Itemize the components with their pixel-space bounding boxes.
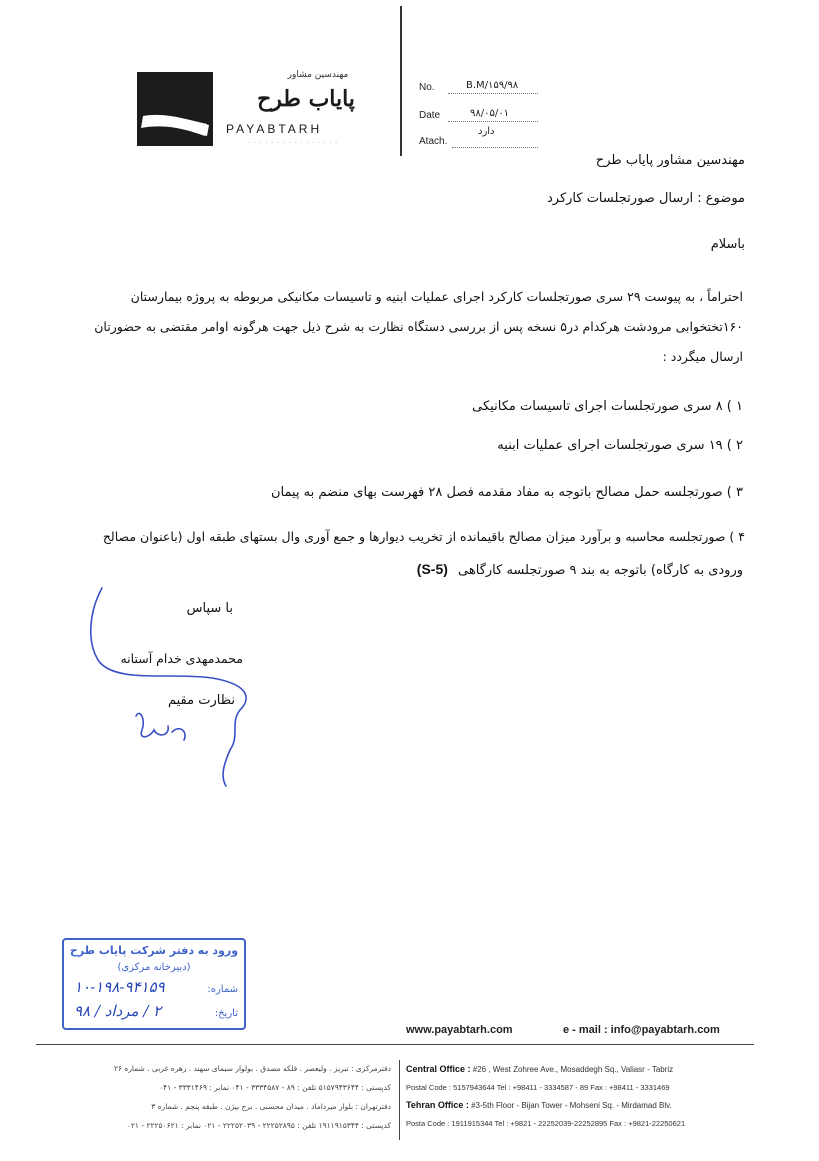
brand-name-en: PAYABTARH — [226, 122, 323, 136]
number-label: No. — [419, 82, 435, 93]
brand-tagline-faint: · · · · · · · · · · · · · · · · — [248, 140, 339, 147]
attach-value: دارد — [478, 126, 495, 137]
stamp-number-value: ۱۰-۱۹۸-۹۴۱۵۹ — [74, 978, 165, 996]
list-item-4-text: ورودی به کارگاه) باتوجه به بند ۹ صورتجلسه کارگاهی — [458, 563, 743, 578]
number-value: B.M/۱۵۹/۹۸ — [466, 80, 519, 91]
work-minute-code: (S-5) — [416, 561, 448, 577]
brand-name-fa: پایاب طرح — [257, 86, 355, 112]
central-office-contact: Postal Code : 5157943644 Tel : +98411 - 3334587 - 89 Fax : +98411 - 3331469 — [406, 1083, 670, 1092]
list-item-4-line-2 — [417, 560, 743, 580]
subject: موضوع : ارسال صورتجلسات کارکرد — [546, 191, 745, 206]
signer-name: محمدمهدی خدام آستانه — [120, 651, 243, 666]
tehran-office-address — [406, 1100, 672, 1110]
signature-icon — [80, 580, 260, 790]
closing: با سپاس — [186, 601, 233, 616]
list-item: ۱ ) ۸ سری صورتجلسات اجرای تاسیسات مکانیکی — [472, 399, 743, 414]
date-label: Date — [419, 110, 441, 121]
intro-line-2: ۱۶۰تختخوابی مرودشت هرکدام در۵ نسخه پس از بررسی دستگاه نظارت به شرح ذیل جهت هرگونه اوامر مقتضی به حضورتان — [94, 319, 743, 334]
date-value: ۹۸/۰۵/۰۱ — [470, 108, 509, 119]
footer-divider — [36, 1044, 754, 1045]
list-item: ۲ ) ۱۹ سری صورتجلسات اجرای عملیات ابنیه — [497, 438, 743, 453]
payabtarh-logo-icon — [137, 72, 213, 146]
stamp-date-label: تاریخ: — [214, 1008, 238, 1019]
email-link[interactable]: e - mail : info@payabtarh.com — [563, 1024, 720, 1036]
central-office-street: #26 , West Zohree Ave., Mosaddegh Sq., Valiasr - Tabriz — [472, 1065, 674, 1074]
number-dotline — [448, 93, 538, 94]
website-link[interactable]: www.payabtarh.com — [406, 1024, 513, 1036]
greeting: باسلام — [710, 237, 745, 252]
footer-fa-line: کدپستی : ۱۹۱۱۹۱۵۳۴۴ تلفن : ۲۲۲۵۲۸۹۵ - ۲۲۲۵۲۰۳۹ - ۰۲۱ نمابر : ۲۲۲۵۰۶۲۱ - ۰۲۱ — [126, 1121, 391, 1130]
signer-role: نظارت مقیم — [167, 693, 235, 708]
footer-column-divider — [399, 1060, 400, 1140]
received-stamp — [62, 938, 246, 1030]
stamp-number-label: شماره: — [207, 984, 238, 995]
recipient: مهندسین مشاور پایاب طرح — [595, 153, 745, 168]
brand-subtitle: مهندسین مشاور — [287, 70, 349, 80]
footer-fa-line: دفترمرکزی : تبریز . ولیعصر . فلکه مصدق . بولوار سیمای سهند . زهره غربی . شماره ۲۶ — [113, 1064, 391, 1073]
list-item: ۳ ) صورتجلسه حمل مصالح باتوجه به مفاد مقدمه فصل ۲۸ فهرست بهای منضم به پیمان — [270, 485, 743, 500]
attach-label: Atach. — [419, 136, 448, 147]
header-divider — [400, 6, 402, 156]
footer-fa-line: کدپستی : ۵۱۵۷۹۴۳۶۴۴ تلفن : ۸۹ - ۳۳۳۴۵۸۷ - ۰۴۱ نمابر : ۳۳۳۱۴۶۹ - ۰۴۱ — [159, 1083, 391, 1092]
stamp-date-value: ۲ / مرداد / ۹۸ — [74, 1002, 162, 1020]
stamp-title: ورود به دفتر شرکت پایاب طرح — [69, 944, 239, 957]
attach-dotline — [452, 147, 538, 148]
list-item-4-line-1: ۴ ) صورتجلسه محاسبه و برآورد میزان مصالح باقیمانده از تخریب دیوارها و جمع آوری وال بستهای طبقه اول (باعنوان مصالح — [102, 529, 745, 544]
intro-line-1: احتراماً ، به پیوست ۲۹ سری صورتجلسات کارکرد اجرای عملیات ابنیه و تاسیسات مکانیکی مربوطه به پروژه بیمارستان — [130, 289, 743, 304]
footer-fa-line: دفترتهران : بلوار میرداماد . میدان محسنی . برج بیژن . طبقه پنجم . شماره ۳ — [151, 1102, 391, 1111]
tehran-office-contact: Posta Code : 1911915344 Tel : +9821 - 22252039-22252895 Fax : +9821-22250621 — [406, 1119, 686, 1128]
tehran-office-label: Tehran Office : — [406, 1100, 469, 1110]
central-office-label: Central Office : — [406, 1064, 471, 1074]
central-office-address — [406, 1064, 673, 1074]
date-dotline — [448, 121, 538, 122]
tehran-office-street: #3-5th Floor - Bijan Tower - Mohseni Sq. - Mirdamad Blv. — [471, 1101, 672, 1110]
intro-line-3: ارسال میگردد : — [662, 349, 743, 364]
stamp-subtitle: (دبیرخانه مرکزی) — [117, 962, 191, 973]
